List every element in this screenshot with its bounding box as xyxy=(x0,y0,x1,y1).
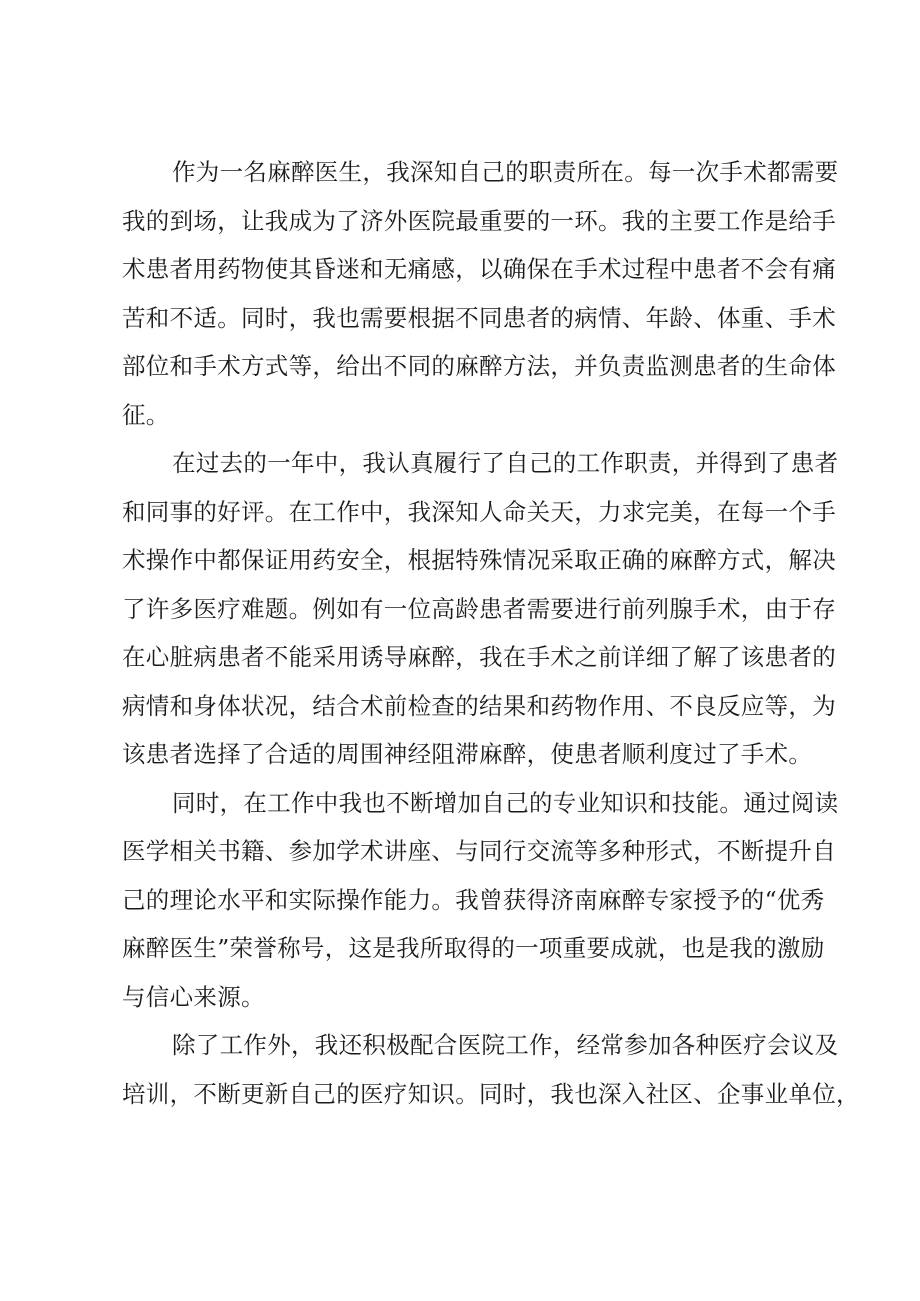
text-line: 术操作中都保证用药安全，根据特殊情况采取正确的麻醉方式，解决 xyxy=(122,546,836,574)
text-line: 与信心来源。 xyxy=(122,982,265,1011)
text-line: 除了工作外，我还积极配合医院工作，经常参加各种医疗会议及 xyxy=(172,1031,839,1059)
text-line: 医学相关书籍、参加学术讲座、与同行交流等多种形式，不断提升自 xyxy=(122,837,836,865)
text-line: 在过去的一年中，我认真履行了自己的工作职责，并得到了患者 xyxy=(172,449,839,477)
text-line: 了许多医疗难题。例如有一位高龄患者需要进行前列腺手术，由于存 xyxy=(122,594,836,623)
text-line: 该患者选择了合适的周围神经阻滞麻醉，使患者顺利度过了手术。 xyxy=(122,740,813,768)
text-line: 同时，在工作中我也不断增加自己的专业知识和技能。通过阅读 xyxy=(172,788,839,817)
paragraph xyxy=(122,148,839,439)
text-line: 作为一名麻醉医生，我深知自己的职责所在。每一次手术都需要 xyxy=(172,158,839,186)
paragraph xyxy=(122,1021,860,1118)
text-line: 麻醉医生”荣誉称号，这是我所取得的一项重要成就，也是我的激励 xyxy=(122,934,825,962)
document-body xyxy=(122,148,860,1118)
text-line: 在心脏病患者不能采用诱导麻醉，我在手术之前详细了解了该患者的 xyxy=(122,643,836,671)
text-line: 己的理论水平和实际操作能力。我曾获得济南麻醉专家授予的“优秀 xyxy=(122,885,825,914)
text-line: 征。 xyxy=(122,400,170,429)
text-line: 苦和不适。同时，我也需要根据不同患者的病情、年龄、体重、手术 xyxy=(122,303,836,332)
text-line: 培训，不断更新自己的医疗知识。同时，我也深入社区、企事业单位， xyxy=(122,1079,860,1108)
text-line: 术患者用药物使其昏迷和无痛感，以确保在手术过程中患者不会有痛 xyxy=(122,255,836,283)
paragraph xyxy=(122,779,839,1022)
text-line: 我的到场，让我成为了济外医院最重要的一环。我的主要工作是给手 xyxy=(122,206,836,235)
text-line: 部位和手术方式等，给出不同的麻醉方法，并负责监测患者的生命体 xyxy=(122,352,836,380)
text-line: 病情和身体状况，结合术前检查的结果和药物作用、不良反应等，为 xyxy=(122,691,836,720)
text-line: 和同事的好评。在工作中，我深知人命关天，力求完美，在每一个手 xyxy=(122,497,836,526)
paragraph xyxy=(122,439,839,779)
